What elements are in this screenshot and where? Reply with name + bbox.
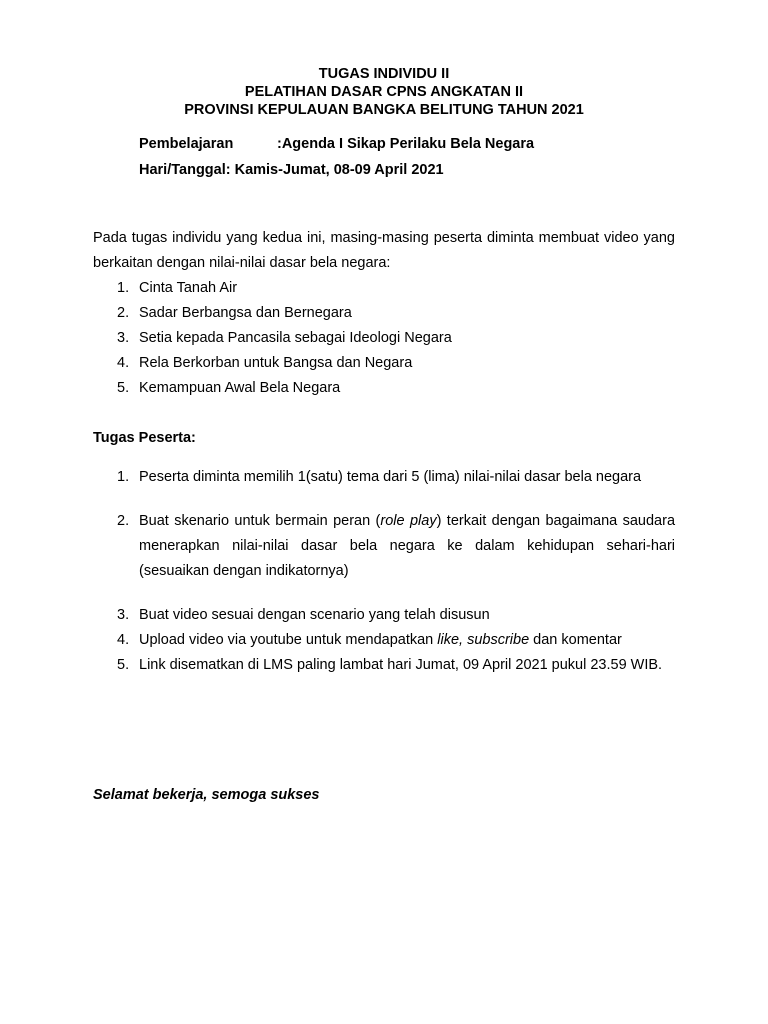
task-text: Peserta diminta memilih 1(satu) tema dari 5 (lima) nilai-nilai dasar bela negara <box>139 469 642 485</box>
list-item-number: 2. <box>117 305 130 321</box>
task-text <box>139 628 675 653</box>
task-number: 4. <box>117 632 130 648</box>
task-item-4 <box>0 628 675 653</box>
list-item-number: 4. <box>117 355 130 371</box>
task-text-part: ) terkait dengan bagaimana saudara menerapkan nilai-nilai dasar bela negara ke dalam kehidupan sehari-hari (sesuaikan dengan indikatornya) <box>139 513 676 579</box>
list-item-text: Sadar Berbangsa dan Bernegara <box>139 305 352 321</box>
list-item-number: 1. <box>117 280 130 296</box>
task-number: 5. <box>117 657 130 673</box>
list-item <box>0 276 675 301</box>
task-text <box>139 509 675 584</box>
list-item-number: 3. <box>117 330 130 346</box>
tasks-list <box>0 465 768 678</box>
list-item-text: Rela Berkorban untuk Bangsa dan Negara <box>139 355 413 371</box>
task-number: 3. <box>117 607 130 623</box>
list-item <box>0 351 675 376</box>
task-text-italic: role play <box>380 513 437 529</box>
task-text-italic: like, subscribe <box>437 632 530 648</box>
task-item-3 <box>0 603 675 628</box>
task-text-part: dan komentar <box>529 632 622 648</box>
title-line-2: PELATIHAN DASAR CPNS ANGKATAN II <box>244 84 524 100</box>
task-text: Link disematkan di LMS paling lambat hari Jumat, 09 April 2021 pukul 23.59 WIB. <box>139 657 663 673</box>
list-item-text: Kemampuan Awal Bela Negara <box>139 380 341 396</box>
task-item-5 <box>0 653 675 678</box>
task-text-part: Upload video via youtube untuk mendapatkan <box>139 632 438 648</box>
intro-paragraph: Pada tugas individu yang kedua ini, masing-masing peserta diminta membuat video yang berkaitan dengan nilai-nilai dasar bela negara: <box>93 230 675 271</box>
tasks-heading: Tugas Peserta: <box>93 430 196 446</box>
task-number: 1. <box>117 469 130 485</box>
title-line-3: PROVINSI KEPULAUAN BANGKA BELITUNG TAHUN 2021 <box>184 102 584 118</box>
meta-pembelajaran <box>139 135 534 153</box>
list-item <box>0 376 675 401</box>
values-list <box>0 276 768 401</box>
task-text: Buat video sesuai dengan scenario yang telah disusun <box>139 607 490 623</box>
task-text-part: Buat skenario untuk bermain peran ( <box>139 513 381 529</box>
pembelajaran-label: Pembelajaran <box>139 136 234 152</box>
list-item-number: 5. <box>117 380 130 396</box>
list-item <box>0 326 675 351</box>
pembelajaran-value: :Agenda I Sikap Perilaku Bela Negara <box>277 136 535 152</box>
list-item <box>0 301 675 326</box>
title-line-1: TUGAS INDIVIDU II <box>318 66 450 82</box>
list-item-text: Setia kepada Pancasila sebagai Ideologi Negara <box>139 330 452 346</box>
task-item-1 <box>0 465 675 490</box>
task-number: 2. <box>117 513 130 529</box>
closing-remark: Selamat bekerja, semoga sukses <box>93 787 320 803</box>
list-item-text: Cinta Tanah Air <box>139 280 238 296</box>
task-item-2 <box>0 509 675 584</box>
document-title <box>0 65 768 119</box>
meta-hari-tanggal: Hari/Tanggal: Kamis-Jumat, 08-09 April 2021 <box>139 162 444 178</box>
